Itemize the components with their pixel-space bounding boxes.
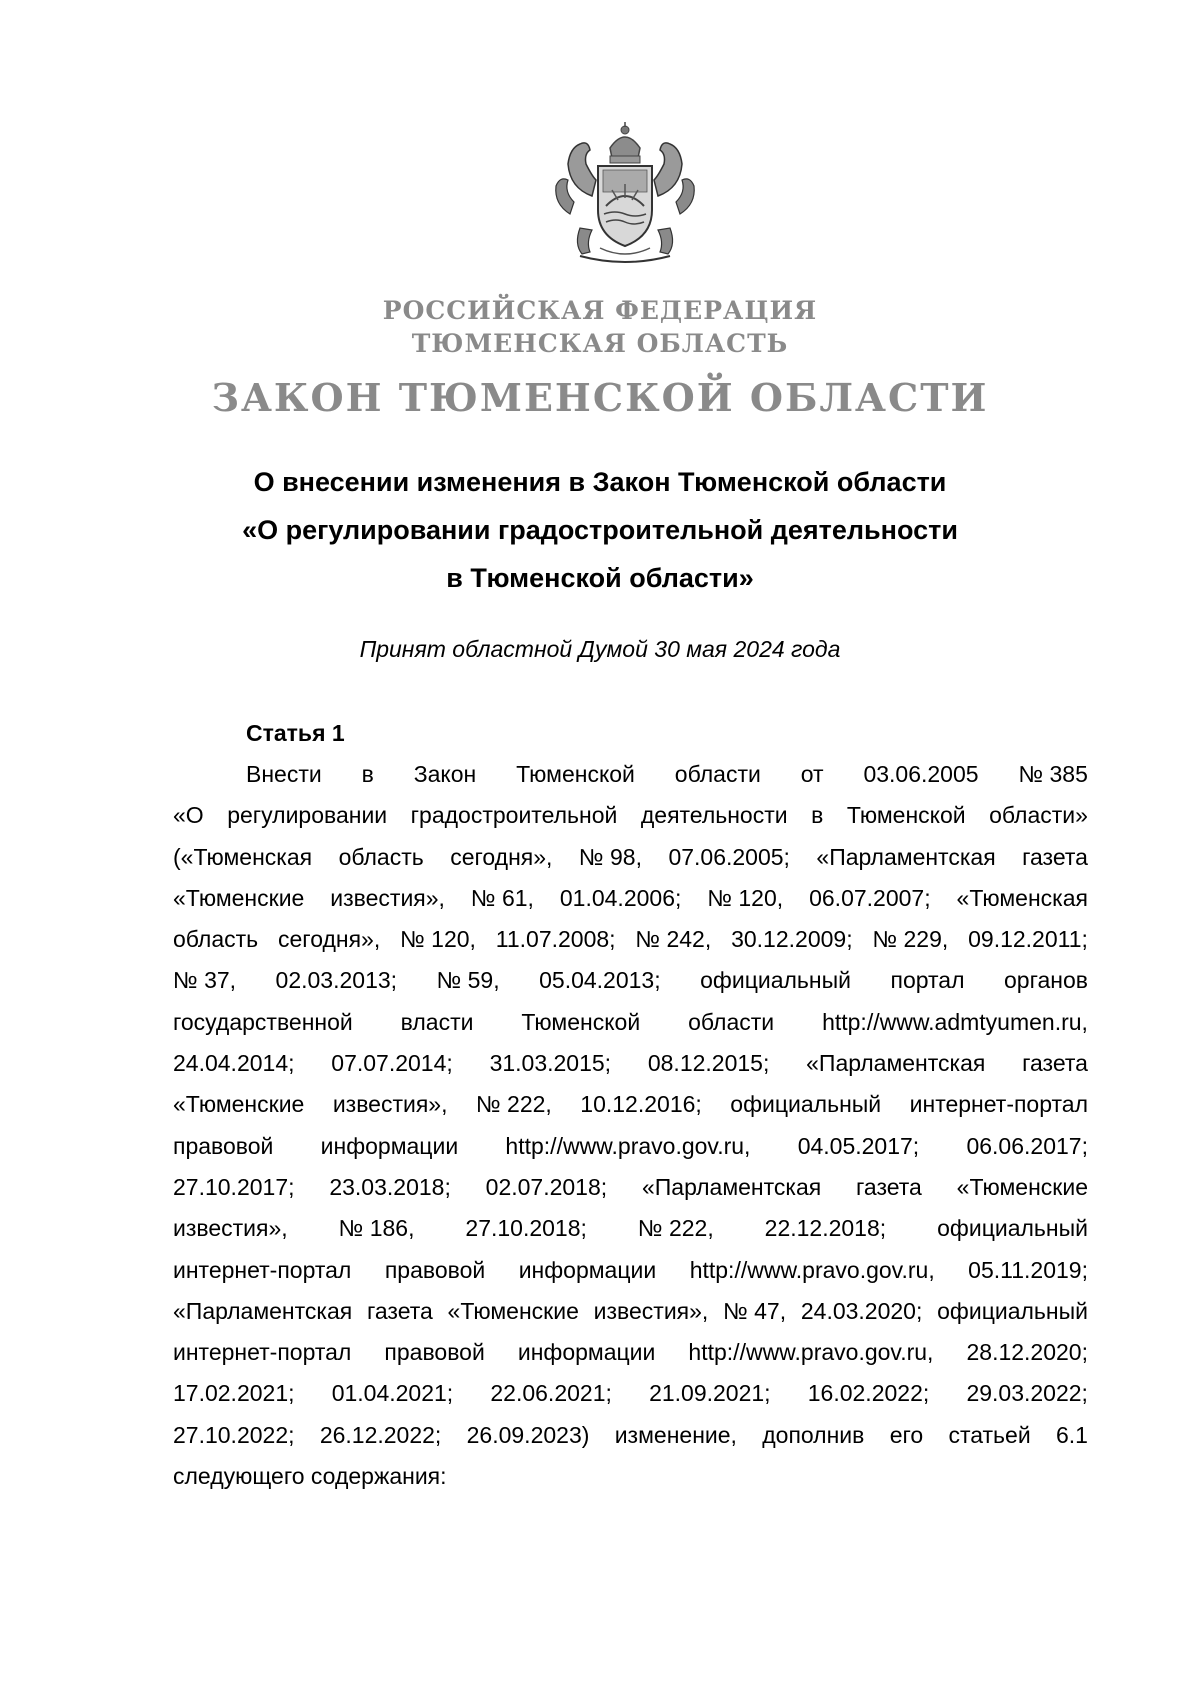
body-word: 06.06.2017;	[966, 1132, 1088, 1159]
body-word: 27.10.2022;	[173, 1421, 295, 1448]
body-word: «Парламентская	[173, 1297, 353, 1324]
body-word: 07.06.2005;	[668, 843, 790, 870]
document-title	[0, 458, 1200, 602]
body-line	[173, 878, 1088, 919]
body-word: следующего	[173, 1463, 311, 1490]
body-word: официальный	[937, 1297, 1088, 1324]
body-word: 26.09.2023)	[466, 1421, 590, 1448]
body-word: 06.07.2007;	[809, 884, 931, 911]
body-word: официальный	[700, 967, 851, 994]
body-word: информации	[320, 1132, 459, 1159]
body-word: № 385	[1018, 761, 1088, 787]
body-word: 22.06.2021;	[490, 1380, 612, 1407]
body-word: известия»,	[330, 884, 445, 911]
body-word: «Тюменские	[447, 1297, 579, 1324]
body-word: правовой	[384, 1339, 485, 1366]
body-word: № 186,	[338, 1215, 415, 1242]
title-line: в Тюменской области»	[446, 563, 754, 593]
body-word: регулировании	[227, 802, 388, 829]
body-word: 28.12.2020;	[966, 1339, 1088, 1366]
body-word: 08.12.2015;	[647, 1050, 770, 1077]
body-word: в	[361, 761, 374, 787]
body-word: от	[800, 761, 824, 787]
body-word: 26.12.2022;	[319, 1421, 442, 1448]
body-line	[173, 919, 1088, 960]
body-word: его	[889, 1421, 924, 1448]
body-word: газета	[856, 1173, 922, 1200]
body-word: деятельности	[640, 802, 788, 829]
body-word: «Парламентская	[641, 1173, 822, 1200]
body-word: 22.12.2018;	[764, 1215, 887, 1242]
body-word: правовой	[384, 1256, 486, 1283]
body-word: 17.02.2021;	[173, 1380, 295, 1407]
body-word: градостроительной	[410, 802, 618, 829]
body-word: сегодня»,	[278, 926, 381, 953]
body-word: 03.06.2005	[863, 761, 979, 787]
body-word: http://www.pravo.gov.ru,	[688, 1339, 934, 1366]
body-word: официальный	[730, 1091, 882, 1118]
body-word: содержания:	[310, 1463, 447, 1490]
body-line	[173, 1208, 1088, 1249]
body-word: области	[674, 761, 761, 787]
body-line	[173, 1002, 1088, 1043]
body-word: сегодня»,	[450, 843, 553, 870]
body-word: правовой	[173, 1132, 274, 1159]
body-word: 02.03.2013;	[275, 967, 398, 994]
body-line	[173, 795, 1088, 836]
article-heading: Статья 1	[246, 720, 345, 746]
body-word: Внести	[246, 761, 322, 787]
body-word: http://www.admtyumen.ru,	[822, 1008, 1088, 1035]
body-word: 6.1	[1055, 1421, 1088, 1448]
body-word: известия»,	[593, 1297, 709, 1324]
title-line: О внесении изменения в Закон Тюменской области	[253, 467, 947, 497]
body-word: изменение,	[614, 1421, 737, 1448]
body-word: газета	[1022, 843, 1088, 870]
body-word: 10.12.2016;	[580, 1091, 702, 1118]
body-word: 27.10.2018;	[465, 1215, 587, 1242]
body-word: № 47,	[723, 1297, 787, 1324]
body-word: № 222,	[475, 1091, 552, 1118]
body-line	[173, 960, 1088, 1001]
body-word: области»	[989, 802, 1088, 829]
body-word: 29.03.2022;	[966, 1380, 1088, 1407]
body-line	[173, 1126, 1088, 1167]
body-word: область	[338, 843, 424, 870]
body-word: № 222,	[637, 1215, 714, 1242]
body-word: 09.12.2011;	[968, 926, 1088, 953]
body-word: дополнив	[762, 1421, 865, 1448]
body-word: 01.04.2006;	[559, 884, 682, 911]
body-word: государственной	[173, 1008, 353, 1035]
body-line	[173, 1415, 1088, 1456]
article-body	[173, 754, 1088, 1497]
body-word: № 229,	[872, 926, 949, 953]
body-word: органов	[1004, 967, 1088, 994]
body-word: № 61,	[470, 884, 534, 911]
body-word: 07.07.2014;	[331, 1050, 453, 1077]
title-line: «О регулировании градостроительной деятельности	[242, 515, 958, 545]
body-word: № 98,	[578, 843, 642, 870]
body-word: № 59,	[436, 967, 500, 994]
body-word: Закон	[413, 761, 477, 787]
body-word: области	[688, 1008, 775, 1035]
body-word: интернет-портал	[173, 1339, 352, 1366]
body-word: известия»,	[173, 1215, 288, 1242]
body-word: портал	[890, 967, 965, 994]
body-word: 01.04.2021;	[331, 1380, 454, 1407]
body-word: газета	[1022, 1050, 1088, 1077]
body-word: http://www.pravo.gov.ru,	[505, 1132, 751, 1159]
body-line	[173, 837, 1088, 878]
body-word: 11.07.2008;	[495, 926, 616, 953]
body-word: интернет-портал	[909, 1091, 1088, 1118]
body-line	[173, 1167, 1088, 1208]
body-word: известия»,	[332, 1091, 448, 1118]
body-word: официальный	[937, 1215, 1088, 1242]
law-heading: ЗАКОН ТЮМЕНСКОЙ ОБЛАСТИ	[211, 375, 989, 420]
body-word: 02.07.2018;	[485, 1173, 608, 1200]
body-word: 05.04.2013;	[539, 967, 661, 994]
body-word: газета	[366, 1297, 433, 1324]
body-word: «Тюменская	[956, 884, 1088, 911]
body-word: http://www.pravo.gov.ru,	[689, 1256, 935, 1283]
body-word: 21.09.2021;	[649, 1380, 771, 1407]
body-word: № 37,	[173, 967, 237, 994]
body-word: область	[173, 926, 259, 953]
body-word: № 120,	[400, 926, 476, 953]
body-word: «Парламентская	[806, 1050, 986, 1077]
body-word: «О	[173, 802, 204, 829]
body-word: «Тюменские	[173, 1091, 305, 1118]
body-line	[173, 1084, 1088, 1125]
body-word: («Тюменская	[173, 843, 313, 870]
body-word: 30.12.2009;	[731, 926, 853, 953]
body-line	[173, 1456, 1088, 1497]
body-word: Тюменской	[516, 761, 635, 787]
body-line	[173, 1250, 1088, 1291]
body-line	[173, 754, 1088, 795]
adoption-date: Принят областной Думой 30 мая 2024 года	[359, 636, 841, 662]
body-word: «Парламентская	[816, 843, 996, 870]
body-word: «Тюменские	[956, 1173, 1088, 1200]
body-word: Тюменской	[521, 1008, 641, 1035]
body-word: информации	[517, 1339, 656, 1366]
body-word: 24.04.2014;	[173, 1050, 295, 1077]
body-word: «Тюменские	[173, 884, 305, 911]
body-word: 31.03.2015;	[489, 1050, 612, 1077]
body-word: информации	[518, 1256, 657, 1283]
body-word: 16.02.2022;	[807, 1380, 930, 1407]
body-word: 23.03.2018;	[329, 1173, 451, 1200]
body-word: власти	[400, 1008, 474, 1035]
body-word: Тюменской	[846, 802, 966, 829]
body-word: 05.11.2019;	[968, 1256, 1088, 1283]
body-word: № 242,	[635, 926, 712, 953]
body-word: 27.10.2017;	[173, 1173, 295, 1200]
coat-of-arms-icon	[540, 118, 710, 266]
body-line	[173, 1291, 1088, 1332]
body-word: 04.05.2017;	[797, 1132, 920, 1159]
body-word: статьей	[948, 1421, 1031, 1448]
body-word: № 120,	[707, 884, 784, 911]
body-word: интернет-портал	[173, 1256, 352, 1283]
body-word: в	[811, 802, 824, 829]
federation-heading: РОССИЙСКАЯ ФЕДЕРАЦИЯ	[382, 296, 818, 325]
body-line	[173, 1373, 1088, 1414]
region-heading: ТЮМЕНСКАЯ ОБЛАСТЬ	[411, 329, 789, 358]
body-word: 24.03.2020;	[800, 1297, 923, 1324]
body-line	[173, 1332, 1088, 1373]
body-line	[173, 1043, 1088, 1084]
